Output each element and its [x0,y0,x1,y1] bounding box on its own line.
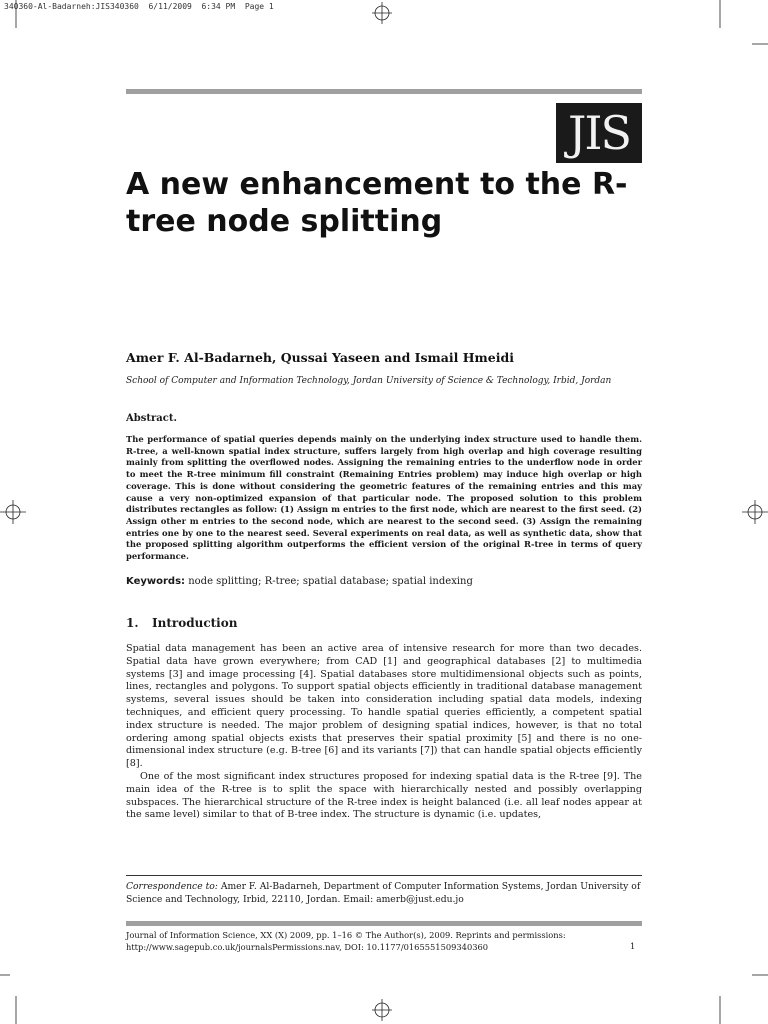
paragraph: Spatial data management has been an active area of intensive research for more than two decades. Spatial data have grown everywhere; from CAD [1] and geographical databases [2] to multimedia systems [3] and image processing [4]. Spatial databases store multidimensional objects such as points, lines, rectangles and polygons. To support spatial objects efficiently in traditional database management systems, several issues should be taken into consideration including spatial data models, indexing techniques, and efficient query processing. To handle spatial queries efficiently, a competent spatial index structure is needed. The major problem of designing spatial indices, however, is that no total ordering among spatial objects exists that preserves their spatial proximity [5] and there is no one-dimensional index structure (e.g. B-tree [6] and its variants [7]) that can handle spatial objects efficiently [8]. [126,643,642,770]
correspondence [126,881,642,907]
paragraph: One of the most significant index structures proposed for indexing spatial data is the R-tree [9]. The main idea of the R-tree is to split the space with hierarchically nested and possibly overlapping subspaces. The hierarchical structure of the R-tree index is height balanced (i.e. all leaf nodes appear at the same level) similar to that of B-tree index. The structure is dynamic (i.e. updates, [126,770,642,821]
section-heading [126,616,237,630]
authors: Amer F. Al-Badarneh, Qussai Yaseen and Ismail Hmeidi [126,350,514,365]
journal-footer [126,930,642,953]
abstract-heading: Abstract. [126,413,177,424]
correspondence-label: Correspondence to: [126,881,218,892]
journal-logo: JIS [556,103,642,163]
page-number: 1 [630,941,636,951]
section-title: Introduction [152,616,238,630]
body-text [126,643,642,822]
abstract-text: The performance of spatial queries depends mainly on the underlying index structure used to handle them. R-tree, a well-known spatial index structure, suffers largely from high overlap and high coverage resulting mainly from splitting the overflowed nodes. Assigning the remaining entries to the underflow node in order to meet the R-tree minimum fill constraint (Remaining Entries problem) may induce high overlap or high coverage. This is done without considering the geometric features of the remaining entries and this may cause a very non-optimized expansion of that particular node. The proposed solution to this problem distributes rectangles as follow: (1) Assign m entries to the first node, which are nearest to the first seed. (2) Assign other m entries to the second node, which are nearest to the second seed. (3) Assign the remaining entries one by one to the nearest seed. Several experiments on real data, as well as synthetic data, show that the proposed splitting algorithm outperforms the efficient version of the original R-tree in terms of query performance. [126,434,642,562]
paper-title: A new enhancement to the R-tree node splitting [126,167,628,239]
footer-rule [126,921,642,926]
keywords-list: node splitting; R-tree; spatial database; spatial indexing [188,576,473,587]
keywords-label: Keywords: [126,576,186,587]
affiliation: School of Computer and Information Technology, Jordan University of Science & Technology, Irbid, Jordan [126,376,612,386]
section-number: 1. [126,616,139,630]
header-rule [126,89,642,94]
footnote-rule [126,875,642,876]
correspondence-text: Amer F. Al-Badarneh, Department of Computer Information Systems, Jordan University of Science and Technology, Irbid, 22110, Jordan. Email: amerb@just.edu.jo [126,881,641,905]
footer-citation: Journal of Information Science, XX (X) 2009, pp. 1–16 © The Author(s), 2009. Reprints and permissions: [126,930,566,940]
slug-line: 340360-Al-Badarneh:JIS340360 6/11/2009 6:34 PM Page 1 [4,2,274,11]
keywords [126,576,473,587]
footer-doi: http://www.sagepub.co.uk/journalsPermissions.nav, DOI: 10.1177/0165551509340360 [126,941,489,952]
